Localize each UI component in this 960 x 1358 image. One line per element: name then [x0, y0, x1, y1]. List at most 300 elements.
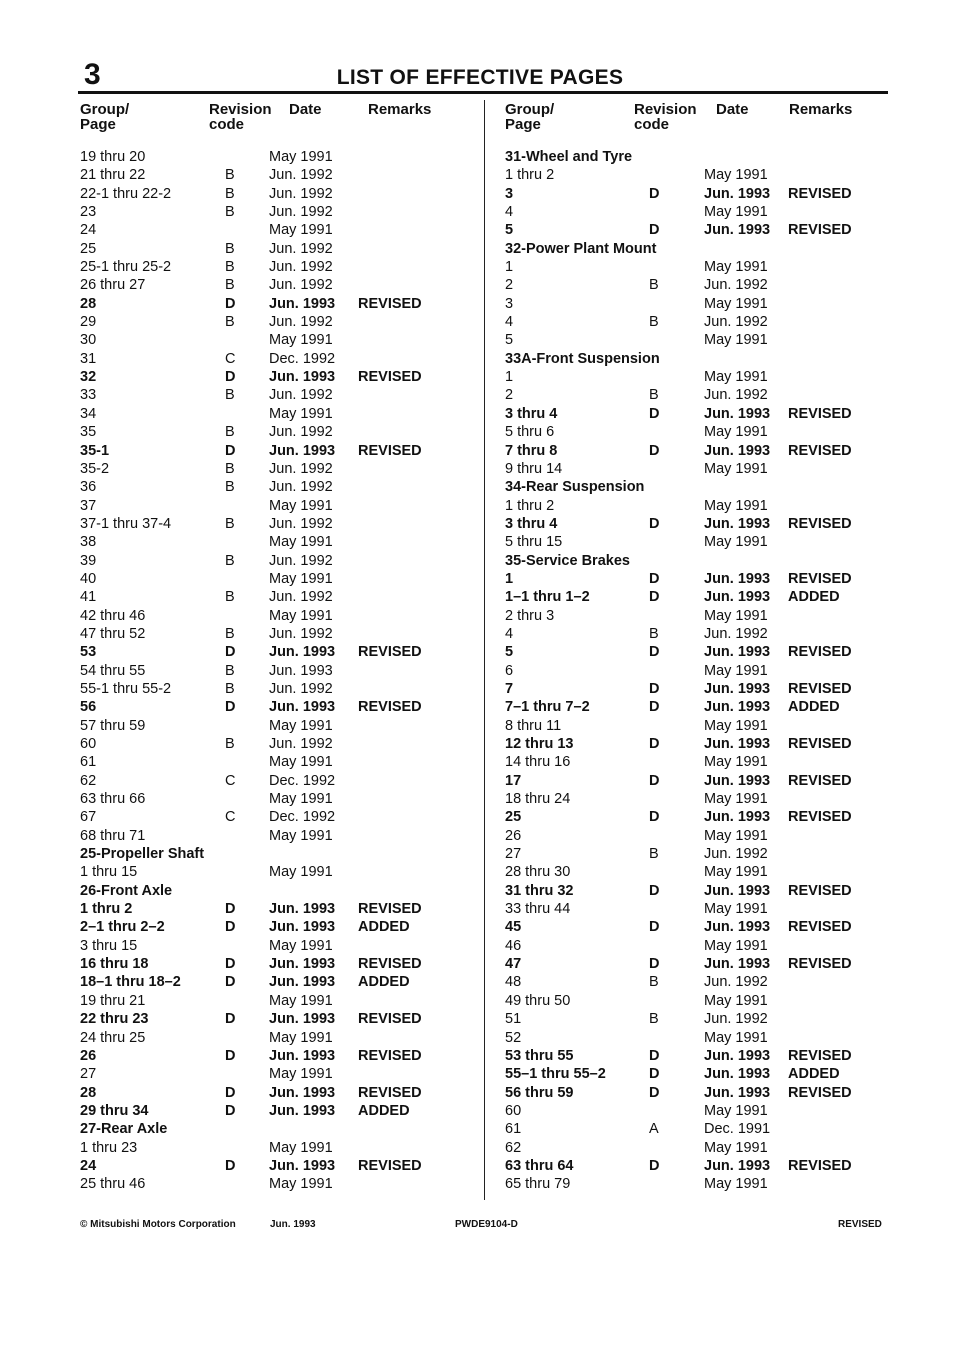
list-row: [505, 863, 905, 881]
page-cell: 42 thru 46: [80, 607, 146, 624]
page-cell: 30: [80, 332, 97, 349]
page-cell: 56: [80, 699, 97, 716]
list-row: [505, 240, 905, 258]
left-column-header: [80, 98, 450, 148]
page-cell: 5: [505, 644, 514, 661]
list-row: [505, 1029, 905, 1047]
date-cell: May 1991: [704, 901, 768, 918]
page-cell: 2–1 thru 2–2: [80, 919, 165, 936]
list-row: [80, 460, 450, 478]
header-remarks: Remarks: [368, 101, 432, 118]
remarks-cell: REVISED: [788, 222, 852, 239]
list-row: [505, 625, 905, 643]
list-row: [505, 717, 905, 735]
header-revision: Revision: [209, 101, 272, 118]
page-cell: 47: [505, 956, 522, 973]
date-cell: Jun. 1993: [269, 662, 333, 679]
page-cell: 53 thru 55: [505, 1047, 574, 1064]
page-cell: 35-1: [80, 442, 110, 459]
list-row: [80, 185, 450, 203]
remarks-cell: REVISED: [358, 1047, 422, 1064]
list-row: [505, 515, 905, 533]
page-cell: 27-Rear Axle: [80, 1121, 168, 1138]
list-row: [505, 203, 905, 221]
code-cell: C: [225, 809, 236, 826]
page-cell: 25-1 thru 25-2: [80, 259, 172, 276]
list-row: [80, 166, 450, 184]
left-rows: [80, 148, 450, 1194]
code-cell: D: [649, 680, 660, 697]
page-cell: 48: [505, 974, 522, 991]
page-cell: 8 thru 11: [505, 717, 562, 734]
page-cell: 49 thru 50: [505, 992, 571, 1009]
list-row: [80, 973, 450, 991]
code-cell: B: [225, 424, 235, 441]
list-row: [80, 698, 450, 716]
date-cell: Jun. 1993: [704, 222, 771, 239]
page-cell: 7–1 thru 7–2: [505, 699, 590, 716]
code-cell: D: [225, 1084, 236, 1101]
date-cell: Jun. 1993: [704, 442, 771, 459]
list-row: [80, 221, 450, 239]
header-code: code: [634, 116, 670, 133]
page-cell: 24 thru 25: [80, 1029, 146, 1046]
list-row: [80, 735, 450, 753]
date-cell: Jun. 1993: [269, 901, 336, 918]
date-cell: Jun. 1993: [269, 644, 336, 661]
code-cell: D: [649, 1047, 660, 1064]
page-cell: 40: [80, 570, 97, 587]
remarks-cell: REVISED: [788, 515, 852, 532]
date-cell: May 1991: [704, 1029, 768, 1046]
date-cell: Jun. 1993: [704, 644, 771, 661]
date-cell: May 1991: [269, 1029, 333, 1046]
page-cell: 60: [80, 736, 97, 752]
page-cell: 36: [80, 479, 97, 496]
page-cell: 28: [80, 295, 97, 312]
page-cell: 45: [505, 919, 522, 936]
date-cell: May 1991: [269, 1066, 333, 1083]
page-number: 3: [84, 58, 101, 91]
code-cell: D: [649, 1066, 660, 1083]
date-cell: Jun. 1992: [269, 424, 333, 441]
date-cell: Jun. 1992: [269, 479, 333, 496]
page-cell: 38: [80, 534, 97, 551]
code-cell: B: [225, 204, 235, 221]
date-cell: Jun. 1993: [704, 772, 771, 789]
page-cell: 55-1 thru 55-2: [80, 680, 172, 697]
remarks-cell: ADDED: [788, 589, 840, 606]
date-cell: May 1991: [704, 1176, 768, 1193]
list-row: [80, 827, 450, 845]
date-cell: May 1991: [269, 1139, 333, 1156]
date-cell: Jun. 1993: [704, 1157, 771, 1174]
code-cell: D: [649, 405, 660, 422]
list-row: [80, 790, 450, 808]
footer-date: Jun. 1993: [270, 1219, 316, 1230]
remarks-cell: REVISED: [358, 369, 422, 386]
date-cell: Dec. 1992: [269, 809, 336, 826]
list-row: [505, 185, 905, 203]
remarks-cell: REVISED: [358, 295, 422, 312]
remarks-cell: REVISED: [788, 570, 852, 587]
date-cell: May 1991: [269, 937, 333, 954]
page-cell: 3 thru 4: [505, 515, 558, 532]
date-cell: Jun. 1992: [269, 552, 333, 569]
list-row: [80, 1120, 450, 1138]
page-cell: 56 thru 59: [505, 1084, 574, 1101]
date-cell: May 1991: [704, 937, 768, 954]
date-cell: Jun. 1992: [704, 277, 768, 294]
list-row: [505, 497, 905, 515]
code-cell: D: [649, 570, 660, 587]
list-row: [80, 313, 450, 331]
page-cell: 33: [80, 387, 97, 404]
code-cell: D: [649, 809, 660, 826]
date-cell: Jun. 1992: [269, 515, 333, 532]
page-cell: 29: [80, 314, 97, 331]
remarks-cell: REVISED: [788, 956, 852, 973]
remarks-cell: REVISED: [358, 442, 422, 459]
date-cell: May 1991: [704, 992, 768, 1009]
date-cell: Jun. 1993: [704, 405, 771, 422]
page-cell: 5 thru 15: [505, 534, 563, 551]
page-cell: 3: [505, 185, 514, 202]
code-cell: D: [649, 772, 660, 789]
page-cell: 1–1 thru 1–2: [505, 589, 590, 606]
date-cell: Jun. 1993: [704, 515, 771, 532]
list-row: [505, 973, 905, 991]
page-cell: 63 thru 64: [505, 1157, 574, 1174]
date-cell: May 1991: [269, 149, 333, 165]
page-cell: 1: [505, 570, 514, 587]
date-cell: Jun. 1992: [704, 974, 768, 991]
list-row: [80, 405, 450, 423]
page-cell: 33 thru 44: [505, 901, 571, 918]
page-cell: 4: [505, 625, 514, 642]
code-cell: B: [649, 625, 659, 642]
page-cell: 28 thru 30: [505, 864, 571, 881]
list-row: [505, 570, 905, 588]
page-cell: 18 thru 24: [505, 791, 571, 808]
date-cell: May 1991: [704, 827, 768, 844]
list-row: [80, 1139, 450, 1157]
date-cell: May 1991: [704, 662, 768, 679]
page-cell: 21 thru 22: [80, 167, 146, 184]
code-cell: C: [225, 772, 236, 789]
list-row: [505, 772, 905, 790]
list-row: [80, 808, 450, 826]
page-cell: 31: [80, 350, 97, 367]
list-row: [505, 221, 905, 239]
page-cell: 37-1 thru 37-4: [80, 515, 172, 532]
list-row: [80, 258, 450, 276]
list-row: [80, 625, 450, 643]
list-row: [80, 442, 450, 460]
page-cell: 1 thru 2: [505, 167, 555, 184]
date-cell: Jun. 1992: [269, 259, 333, 276]
list-row: [505, 1047, 905, 1065]
list-row: [505, 1010, 905, 1028]
list-row: [80, 295, 450, 313]
date-cell: May 1991: [269, 791, 333, 808]
code-cell: D: [225, 1047, 236, 1064]
date-cell: May 1991: [269, 607, 333, 624]
date-cell: May 1991: [704, 497, 768, 514]
code-cell: B: [225, 479, 235, 496]
remarks-cell: ADDED: [358, 919, 410, 936]
list-row: [505, 423, 905, 441]
date-cell: Jun. 1992: [704, 387, 768, 404]
remarks-cell: REVISED: [788, 809, 852, 826]
code-cell: D: [225, 919, 236, 936]
page-cell: 19 thru 20: [80, 149, 146, 165]
page-cell: 57 thru 59: [80, 717, 146, 734]
date-cell: Dec. 1991: [704, 1121, 771, 1138]
page-cell: 35-Service Brakes: [505, 552, 630, 569]
remarks-cell: ADDED: [788, 1066, 840, 1083]
title-rule: [78, 91, 888, 94]
code-cell: B: [225, 240, 235, 257]
date-cell: Jun. 1992: [269, 167, 333, 184]
list-row: [505, 313, 905, 331]
list-row: [80, 937, 450, 955]
list-row: [505, 680, 905, 698]
date-cell: May 1991: [269, 754, 333, 771]
remarks-cell: REVISED: [788, 772, 852, 789]
right-column-header: [505, 98, 905, 148]
list-row: [505, 552, 905, 570]
header-remarks: Remarks: [789, 101, 853, 118]
list-row: [505, 1175, 905, 1193]
remarks-cell: ADDED: [358, 1102, 410, 1119]
code-cell: D: [225, 699, 236, 716]
list-row: [80, 680, 450, 698]
list-row: [505, 386, 905, 404]
page-cell: 1 thru 15: [80, 864, 138, 881]
code-cell: D: [649, 589, 660, 606]
list-row: [505, 350, 905, 368]
date-cell: Jun. 1993: [269, 1157, 336, 1174]
page-cell: 65 thru 79: [505, 1176, 571, 1193]
code-cell: B: [225, 277, 235, 294]
list-row: [505, 662, 905, 680]
date-cell: May 1991: [704, 295, 768, 312]
date-cell: May 1991: [704, 607, 768, 624]
date-cell: Jun. 1992: [269, 460, 333, 477]
date-cell: May 1991: [704, 864, 768, 881]
page-cell: 35-2: [80, 460, 110, 477]
date-cell: Jun. 1993: [704, 736, 771, 752]
page-cell: 61: [80, 754, 97, 771]
date-cell: May 1991: [704, 791, 768, 808]
page-cell: 1 thru 23: [80, 1139, 138, 1156]
code-cell: B: [649, 1011, 659, 1028]
date-cell: Jun. 1993: [704, 1066, 771, 1083]
date-cell: Jun. 1993: [269, 369, 336, 386]
code-cell: D: [649, 222, 660, 239]
date-cell: Jun. 1993: [269, 1102, 336, 1119]
list-row: [80, 1102, 450, 1120]
page-cell: 41: [80, 589, 97, 606]
list-row: [80, 1175, 450, 1193]
code-cell: D: [649, 644, 660, 661]
remarks-cell: REVISED: [788, 1047, 852, 1064]
page-cell: 25-Propeller Shaft: [80, 846, 205, 863]
date-cell: Jun. 1992: [269, 314, 333, 331]
list-row: [505, 276, 905, 294]
page-cell: 1: [505, 369, 514, 386]
code-cell: B: [225, 167, 235, 184]
date-cell: Jun. 1992: [269, 240, 333, 257]
list-row: [505, 533, 905, 551]
code-cell: D: [649, 515, 660, 532]
date-cell: Jun. 1992: [269, 680, 333, 697]
remarks-cell: REVISED: [788, 1084, 852, 1101]
list-row: [505, 698, 905, 716]
page-cell: 51: [505, 1011, 522, 1028]
list-row: [505, 827, 905, 845]
code-cell: D: [225, 1157, 236, 1174]
code-cell: D: [225, 295, 236, 312]
code-cell: B: [225, 460, 235, 477]
page-cell: 47 thru 52: [80, 625, 146, 642]
page-cell: 54 thru 55: [80, 662, 146, 679]
page-cell: 1 thru 2: [505, 497, 555, 514]
list-row: [505, 442, 905, 460]
list-row: [80, 497, 450, 515]
list-row: [505, 1065, 905, 1083]
date-cell: Jun. 1993: [704, 185, 771, 202]
page-cell: 22-1 thru 22-2: [80, 185, 172, 202]
page-cell: 32-Power Plant Mount: [505, 240, 657, 257]
page-cell: 25: [80, 240, 97, 257]
page-cell: 5 thru 6: [505, 424, 555, 441]
list-row: [80, 368, 450, 386]
date-cell: Jun. 1992: [269, 736, 333, 752]
date-cell: Jun. 1993: [704, 919, 771, 936]
page-cell: 63 thru 66: [80, 791, 146, 808]
code-cell: A: [649, 1121, 659, 1138]
date-cell: Jun. 1992: [269, 589, 333, 606]
header-page: Page: [505, 116, 541, 133]
page-cell: 28: [80, 1084, 97, 1101]
code-cell: B: [225, 662, 235, 679]
page-cell: 29 thru 34: [80, 1102, 149, 1119]
code-cell: D: [649, 882, 660, 899]
remarks-cell: REVISED: [788, 405, 852, 422]
list-row: [505, 1139, 905, 1157]
code-cell: D: [649, 185, 660, 202]
list-row: [80, 772, 450, 790]
remarks-cell: REVISED: [788, 1157, 852, 1174]
date-cell: May 1991: [704, 204, 768, 221]
code-cell: B: [225, 552, 235, 569]
list-row: [505, 992, 905, 1010]
list-row: [80, 203, 450, 221]
header-revision: Revision: [634, 101, 697, 118]
page-cell: 5: [505, 222, 514, 239]
list-row: [505, 166, 905, 184]
list-row: [505, 1102, 905, 1120]
list-row: [505, 368, 905, 386]
remarks-cell: ADDED: [788, 699, 840, 716]
date-cell: May 1991: [704, 754, 768, 771]
list-row: [505, 1120, 905, 1138]
page-cell: 14 thru 16: [505, 754, 571, 771]
date-cell: May 1991: [269, 827, 333, 844]
code-cell: B: [225, 589, 235, 606]
page-cell: 22 thru 23: [80, 1011, 149, 1028]
date-cell: May 1991: [704, 1102, 768, 1119]
list-row: [505, 588, 905, 606]
list-row: [80, 900, 450, 918]
list-row: [80, 276, 450, 294]
list-row: [80, 845, 450, 863]
code-cell: B: [225, 314, 235, 331]
code-cell: B: [649, 277, 659, 294]
date-cell: Jun. 1993: [269, 919, 336, 936]
list-row: [80, 533, 450, 551]
code-cell: D: [225, 369, 236, 386]
list-row: [80, 1065, 450, 1083]
code-cell: D: [225, 901, 236, 918]
list-row: [80, 240, 450, 258]
page-cell: 67: [80, 809, 97, 826]
remarks-cell: REVISED: [788, 644, 852, 661]
remarks-cell: REVISED: [358, 901, 422, 918]
list-row: [505, 1157, 905, 1175]
code-cell: D: [649, 736, 660, 752]
list-row: [505, 478, 905, 496]
code-cell: B: [649, 314, 659, 331]
list-row: [80, 570, 450, 588]
list-row: [80, 386, 450, 404]
date-cell: Jun. 1993: [704, 570, 771, 587]
page-cell: 2 thru 3: [505, 607, 555, 624]
date-cell: Jun. 1993: [704, 1084, 771, 1101]
date-cell: Jun. 1993: [269, 956, 336, 973]
date-cell: May 1991: [704, 717, 768, 734]
page-cell: 12 thru 13: [505, 736, 574, 752]
page-cell: 34: [80, 405, 97, 422]
page-cell: 4: [505, 204, 514, 221]
date-cell: May 1991: [704, 369, 768, 386]
page-cell: 4: [505, 314, 514, 331]
remarks-cell: REVISED: [788, 736, 852, 752]
list-row: [80, 478, 450, 496]
page-cell: 1 thru 2: [80, 901, 133, 918]
list-row: [505, 882, 905, 900]
page-cell: 7: [505, 680, 514, 697]
page-cell: 3 thru 15: [80, 937, 138, 954]
list-row: [505, 808, 905, 826]
remarks-cell: REVISED: [788, 185, 852, 202]
date-cell: May 1991: [269, 497, 333, 514]
page-cell: 62: [80, 772, 97, 789]
page-cell: 24: [80, 1157, 97, 1174]
remarks-cell: REVISED: [358, 699, 422, 716]
list-row: [80, 992, 450, 1010]
list-row: [80, 1084, 450, 1102]
list-row: [80, 662, 450, 680]
page-cell: 5: [505, 332, 514, 349]
code-cell: D: [225, 956, 236, 973]
list-row: [505, 1084, 905, 1102]
page-cell: 6: [505, 662, 514, 679]
page-cell: 27: [505, 846, 522, 863]
date-cell: Jun. 1993: [704, 956, 771, 973]
